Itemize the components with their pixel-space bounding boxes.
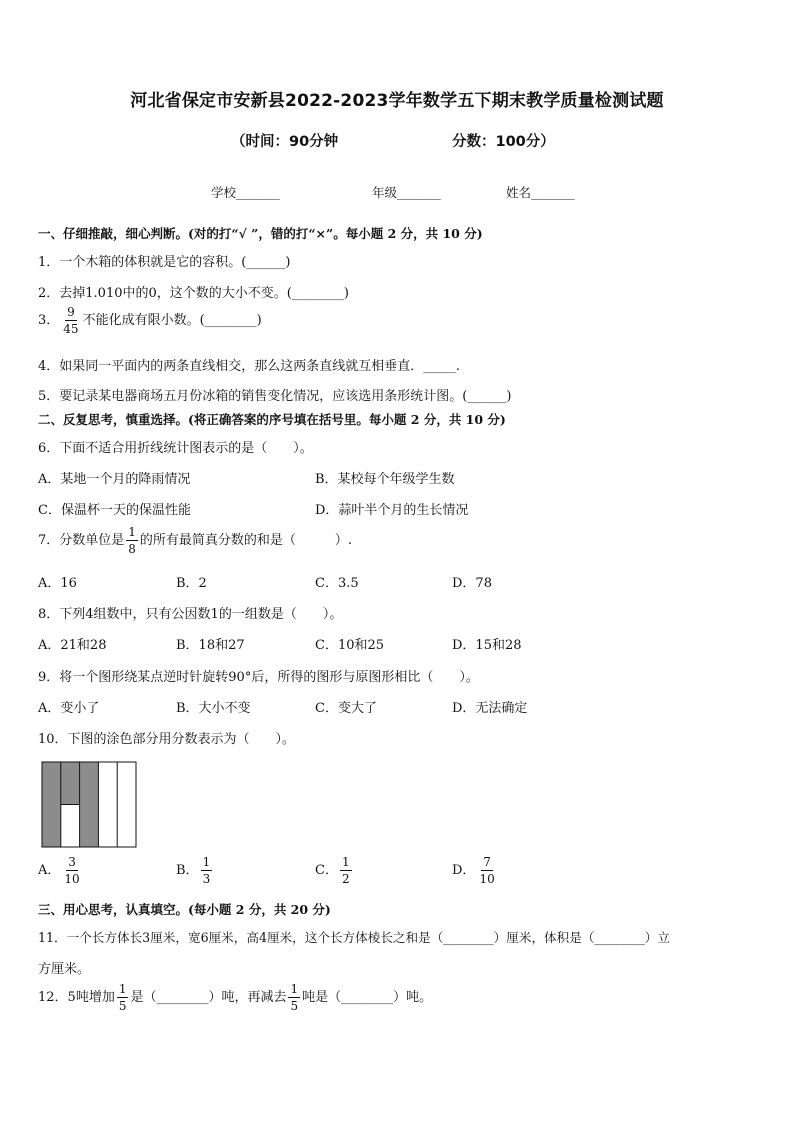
question-7-suffix: 的所有最简真分数的和是（ ）. [139, 533, 353, 548]
exam-score: 分数：100分） [452, 134, 555, 150]
question-9-option-d: D．无法确定 [452, 701, 528, 716]
question-11-line-1: 11．一个长方体长3厘米，宽6厘米，高4厘米，这个长方体棱长之和是（________）厘米，体积是（________）立 [38, 930, 670, 945]
question-7-option-d: D．78 [452, 576, 492, 591]
question-8-option-b: B．18和27 [176, 638, 245, 653]
fraction-9-45 [61, 306, 80, 335]
question-1: 1．一个木箱的体积就是它的容积。(______) [38, 255, 291, 270]
question-5: 5．要记录某电器商场五月份冰箱的销售变化情况，应该选用条形统计图。(______) [38, 389, 512, 404]
grade-field: 年级_______ [372, 185, 441, 200]
question-10: 10．下图的涂色部分用分数表示为（ ）。 [38, 732, 296, 747]
shaded-column-2-top [61, 762, 80, 805]
question-6-option-a: A．某地一个月的降雨情况 [38, 472, 191, 487]
fraction-denominator: 8 [128, 542, 136, 556]
question-8: 8．下列4组数中，只有公因数1的一组数是（ ）。 [38, 607, 343, 622]
question-12-middle: 是（________）吨，再减去 [130, 990, 287, 1005]
question-12-prefix: 12．5吨增加 [38, 990, 115, 1005]
question-7 [38, 526, 352, 555]
question-2: 2．去掉1.010中的0，这个数的大小不变。(________) [38, 286, 349, 301]
section2-heading: 二、反复思考，慎重选择。(将正确答案的序号填在括号里。每小题 2 分，共 10 分) [38, 412, 506, 427]
fraction-3-10 [62, 856, 81, 885]
question-10-option-b [176, 856, 214, 885]
fraction-7-10 [477, 856, 496, 885]
question-7-prefix: 7．分数单位是 [38, 533, 125, 548]
question-8-option-c: C．10和25 [315, 638, 385, 653]
option-label: A． [38, 863, 61, 878]
question-8-option-a: A．21和28 [38, 638, 107, 653]
question-3-suffix: 不能化成有限小数。(________) [82, 313, 262, 328]
fraction-numerator: 1 [290, 982, 299, 996]
question-6-option-c: C．保温杯一天的保温性能 [38, 503, 191, 518]
question-9: 9．将一个图形绕某点逆时针旋转90°后，所得的图形与原图形相比（ ）。 [38, 670, 479, 685]
fraction-denominator: 3 [202, 872, 211, 886]
fraction-denominator: 5 [118, 999, 127, 1013]
question-10-option-a [38, 856, 84, 885]
fraction-1-5 [288, 983, 300, 1012]
section3-heading: 三、用心思考，认真填空。(每小题 2 分，共 20 分) [38, 902, 331, 917]
question-12-suffix: 吨是（________）吨。 [302, 990, 433, 1005]
question-7-option-b: B．2 [176, 576, 207, 591]
option-label: C． [315, 863, 338, 878]
fraction-numerator: 1 [128, 525, 136, 539]
fraction-numerator: 7 [483, 855, 491, 869]
fraction-numerator: 9 [67, 305, 75, 319]
question-9-option-b: B．大小不变 [176, 701, 251, 716]
question-7-option-c: C．3.5 [315, 576, 359, 591]
shaded-rectangle-figure [41, 761, 137, 848]
fraction-denominator: 45 [63, 322, 79, 336]
fraction-numerator: 3 [68, 855, 76, 869]
fraction-1-8 [126, 526, 138, 555]
question-10-option-d [452, 856, 499, 885]
question-6-option-d: D．蒜叶半个月的生长情况 [315, 503, 469, 518]
question-6: 6．下面不适合用折线统计图表示的是（ ）。 [38, 441, 313, 456]
question-7-option-a: A．16 [38, 576, 77, 591]
fraction-denominator: 10 [64, 872, 80, 886]
option-label: D． [452, 863, 476, 878]
fraction-denominator: 2 [341, 872, 350, 886]
question-12 [38, 983, 432, 1012]
section1-heading: 一、仔细推敲，细心判断。(对的打“√ ”，错的打“×”。每小题 2 分，共 10 分) [38, 226, 483, 241]
fraction-numerator: 1 [341, 855, 350, 869]
option-label: B． [176, 863, 199, 878]
question-9-option-a: A．变小了 [38, 701, 100, 716]
question-8-option-d: D．15和28 [452, 638, 522, 653]
question-9-option-c: C．变大了 [315, 701, 377, 716]
exam-time: （时间：90分钟 [231, 134, 339, 150]
fraction-denominator: 10 [479, 872, 495, 886]
name-field: 姓名_______ [506, 185, 575, 200]
shaded-column-1 [42, 762, 61, 847]
fraction-denominator: 5 [290, 999, 299, 1013]
question-3 [38, 306, 262, 335]
question-10-option-c [315, 856, 354, 885]
shaded-column-3 [80, 762, 99, 847]
page-title: 河北省保定市安新县2022-2023学年数学五下期末教学质量检测试题 [130, 91, 664, 111]
question-11-line-2: 方厘米。 [38, 962, 91, 977]
school-field: 学校_______ [211, 185, 280, 200]
question-4: 4．如果同一平面内的两条直线相交，那么这两条直线就互相垂直．_____. [38, 359, 460, 374]
fraction-1-5 [117, 983, 129, 1012]
question-6-option-b: B．某校每个年级学生数 [315, 472, 455, 487]
fraction-numerator: 1 [202, 855, 211, 869]
question-3-prefix: 3． [38, 313, 60, 328]
fraction-1-3 [201, 856, 213, 885]
fraction-1-2 [340, 856, 352, 885]
fraction-numerator: 1 [118, 982, 127, 996]
